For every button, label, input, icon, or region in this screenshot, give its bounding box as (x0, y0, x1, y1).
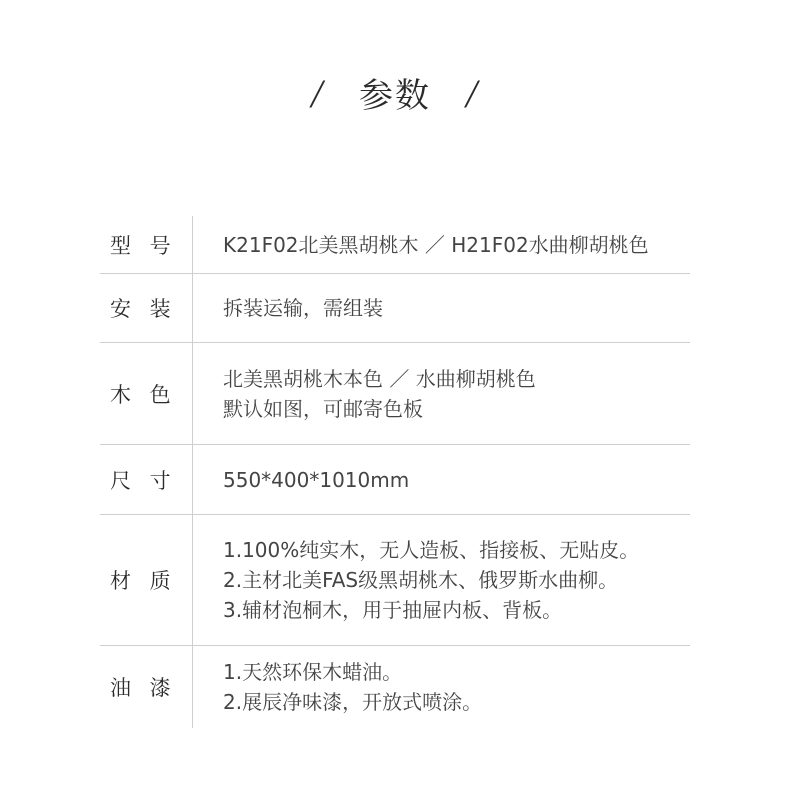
section-title (0, 68, 790, 117)
title-text: 参数 (359, 76, 431, 116)
spec-row-model (100, 216, 690, 274)
spec-row-install (100, 274, 690, 343)
spec-table (100, 216, 690, 728)
spec-value-line: 1.100%纯实木，无人造板、指接板、无贴皮。 (223, 538, 640, 562)
spec-value-line: 1.天然环保木蜡油。 (223, 660, 403, 684)
spec-value (193, 216, 690, 273)
spec-value (193, 343, 690, 444)
spec-label: 尺 寸 (100, 445, 193, 514)
spec-value-line: 北美黑胡桃木本色 ／ 水曲柳胡桃色 (223, 366, 536, 391)
spec-row-size (100, 445, 690, 515)
spec-value (193, 646, 690, 728)
spec-label: 油 漆 (100, 646, 193, 728)
spec-value (193, 515, 690, 645)
spec-value-line: K21F02北美黑胡桃木 ／ H21F02水曲柳胡桃色 (223, 232, 649, 257)
spec-value-line: 550*400*1010mm (223, 467, 410, 492)
spec-row-material (100, 515, 690, 646)
spec-label: 木 色 (100, 343, 193, 444)
spec-row-paint (100, 646, 690, 728)
spec-label: 型 号 (100, 216, 193, 273)
spec-value-line: 默认如图，可邮寄色板 (223, 396, 423, 421)
title-slash-right: / (465, 71, 479, 116)
spec-value (193, 445, 690, 514)
spec-value-line: 拆装运输，需组装 (223, 296, 383, 320)
spec-value-line: 2.展辰净味漆，开放式喷涂。 (223, 690, 483, 714)
spec-value-line: 3.辅材泡桐木，用于抽屉内板、背板。 (223, 598, 563, 622)
title-slash-left: / (311, 71, 325, 116)
spec-value-line: 2.主材北美FAS级黑胡桃木、俄罗斯水曲柳。 (223, 568, 619, 592)
spec-value (193, 274, 690, 342)
spec-label: 安 装 (100, 274, 193, 342)
spec-label: 材 质 (100, 515, 193, 645)
spec-row-wood-color (100, 343, 690, 445)
